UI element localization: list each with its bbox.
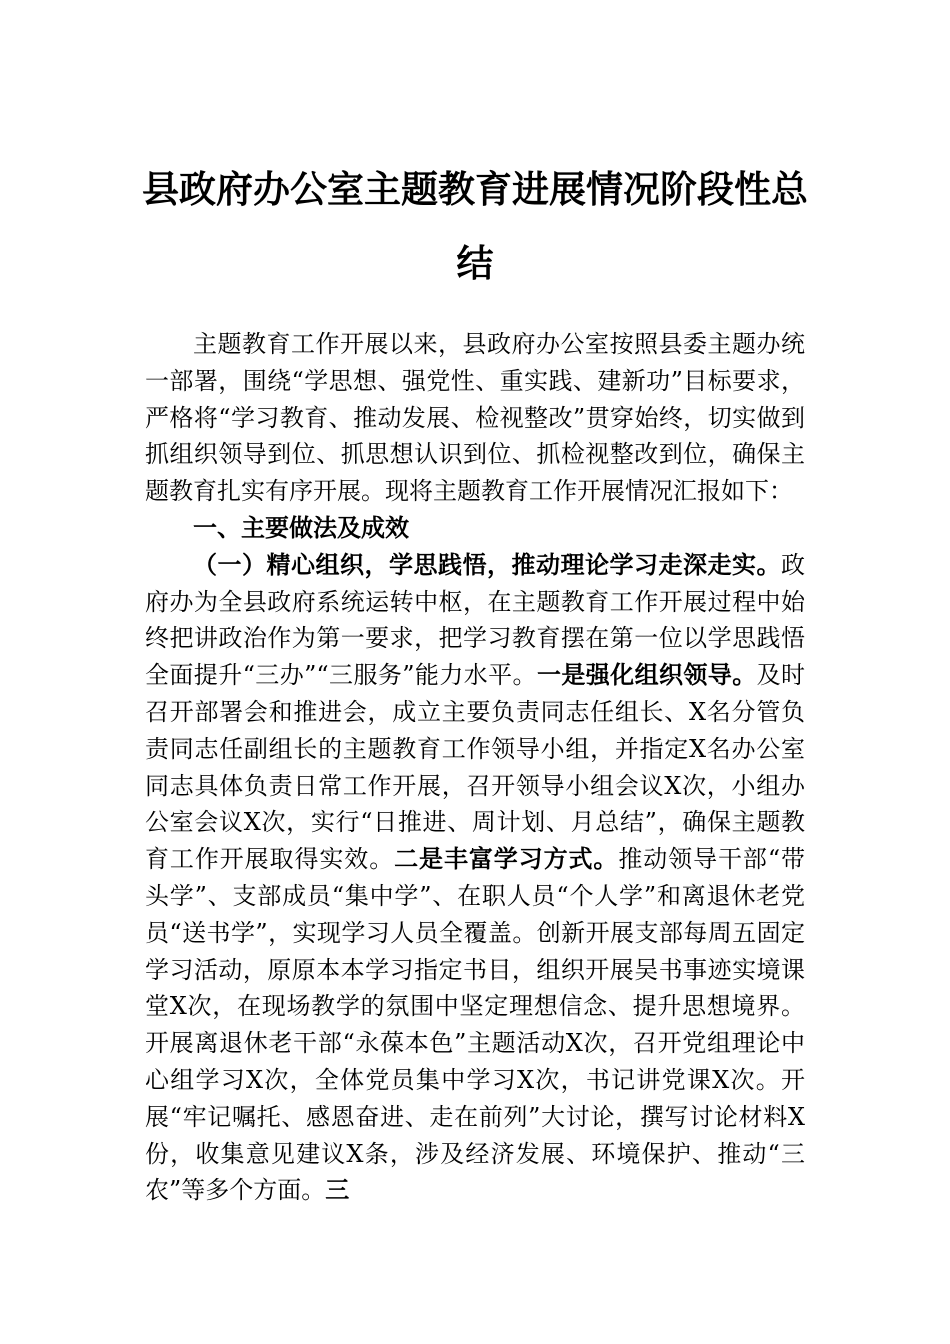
subsection-paragraph-1 bbox=[145, 547, 805, 1209]
point-1-label: 一是强化组织领导。 bbox=[536, 661, 757, 690]
title-line-1: 县政府办公室主题教育进展情况阶段性总 bbox=[142, 167, 808, 211]
point-1-text: 及时召开部署会和推进会，成立主要负责同志任组长、X名分管负责同志任副组长的主题教育工作领导小组，并指定X名办公室同志具体负责日常工作开展，召开领导小组会议X次，小组办公室会议X次，实行“日推进、周计划、月总结”，确保主题教育工作开展取得实效。 bbox=[145, 661, 806, 874]
subsection-text-1: 政府办为全县政府系统运转中枢，在主题教育工作开展过程中始终把讲政治作为第一要求，把学习教育摆在第一位以学思践悟全面提升“三办”“三服务”能力水平。 bbox=[145, 550, 805, 690]
intro-paragraph: 主题教育工作开展以来，县政府办公室按照县委主题办统一部署，围绕“学思想、强党性、重实践、建新功”目标要求，严格将“学习教育、推动发展、检视整改”贯穿始终，切实做到抓组织领导到位、抓思想认识到位、抓检视整改到位，确保主题教育扎实有序开展。现将主题教育工作开展情况汇报如下： bbox=[145, 330, 805, 506]
point-2-text: 推动领导干部“带头学”、支部成员“集中学”、在职人员“个人学”和离退休老党员“送书学”，实现学习人员全覆盖。创新开展支部每周五固定学习活动，原原本本学习指定书目，组织开展吴书事迹实境课堂X次，在现场教学的氛围中坚定理想信念、提升思想境界。开展离退休老干部“永葆本色”主题活动X次，召开党组理论中心组学习X次，全体党员集中学习X次，书记讲党课X次。开展“牢记嘱托、感恩奋进、走在前列”大讨论，撰写讨论材料X份，收集意见建议X条，涉及经济发展、环境保护、推动“三农”等多个方面。 bbox=[145, 845, 805, 1205]
section-heading-1: 一、主要做法及成效 bbox=[193, 513, 409, 542]
subsection-heading-1: （一）精心组织，学思践悟，推动理论学习走深走实。 bbox=[193, 550, 781, 579]
title-line-2: 结 bbox=[456, 241, 494, 285]
document-title bbox=[140, 152, 810, 300]
document-body bbox=[145, 326, 805, 1209]
point-2-label: 二是丰富学习方式。 bbox=[394, 845, 619, 874]
point-3-label-start: 三 bbox=[325, 1176, 350, 1205]
